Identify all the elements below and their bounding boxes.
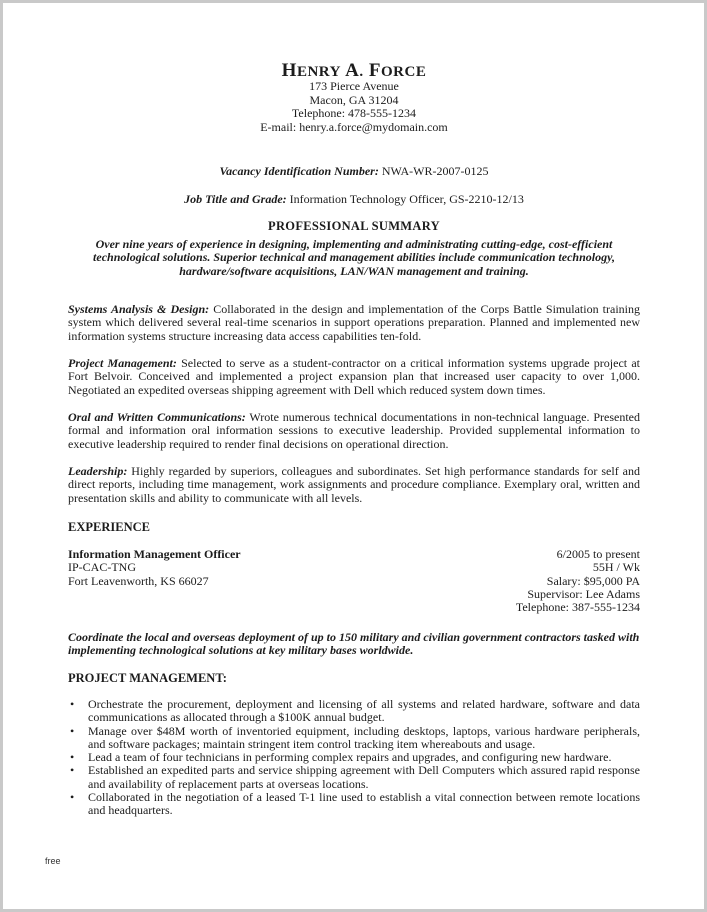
experience-heading: EXPERIENCE (68, 520, 150, 534)
city-line: Macon, GA 31204 (309, 92, 399, 107)
telephone-line: Telephone: 478-555-1234 (291, 106, 417, 120)
summary-lead: Over nine years of experience in designing, implementing and administrating cutting-edge, cost-efficient technological solutions. Superior technical and management abilities include communication technology, hardware/software acquisitions, LAN/WAN management and training. (93, 237, 615, 278)
bullet-icon: • (70, 750, 75, 765)
address-line: 173 Pierce Avenue (309, 79, 399, 93)
job-salary: Salary: $95,000 PA (546, 573, 640, 588)
summary-item (68, 411, 640, 451)
summary-item-label: Leadership: (68, 464, 128, 478)
vacancy-value: NWA-WR-2007-0125 (381, 164, 489, 178)
summary-item-label: Project Management: (68, 356, 177, 370)
summary-item-text: Wrote numerous technical documentations in non-technical language. Presented formal and information oral information sessions to executive leadership. Provided supplemental information to executive leadership required to render final decisions on operational direction. (68, 410, 640, 451)
bullet-icon: • (70, 723, 75, 738)
email-line: E-mail: henry.a.force@mydomain.com (260, 119, 448, 134)
bullet-icon: • (70, 697, 75, 711)
job-title-label: Job Title and Grade: (184, 192, 287, 206)
job-position: Information Management Officer (68, 547, 241, 561)
summary-item-text: Collaborated in the design and implementation of the Corps Battle Simulation training system which delivered several real-time scenarios in support operations preparation. Planned and implemented new information systems structure increasing data access capabilities ten-fold. (68, 302, 640, 343)
list-item-text: Collaborated in the negotiation of a leased T-1 line used to establish a vital connection between remote locations and headquarters. (88, 790, 640, 818)
list-item (68, 698, 640, 725)
job-hours: 55H / Wk (592, 560, 640, 575)
job-title-value: Information Technology Officer, GS-2210-12/13 (289, 192, 524, 206)
summary-item-text: Selected to serve as a student-contractor on a critical information systems upgrade project at Fort Belvoir. Conceived and implemented a project expansion plan that increased user capacity to over 1,000. Negotiated an expedited overseas shipping agreement with Dell which reduced system down times. (68, 356, 640, 397)
watermark-text: free (45, 856, 61, 866)
list-item-text: Lead a team of four technicians in performing complex repairs and upgrades, and configuring new hardware. (88, 750, 612, 765)
job-description: Coordinate the local and overseas deployment of up to 150 military and civilian government contractors tasked with implementing technological solutions at key military bases worldwide. (68, 630, 640, 658)
summary-item-text: Highly regarded by superiors, colleagues and subordinates. Set high performance standards for self and direct reports, including time management, work assignments and procedure compliance. Exemplary oral, written and presentation skills and ability to communicate with all levels. (68, 464, 640, 505)
list-item (68, 751, 640, 764)
list-item (68, 764, 640, 791)
vacancy-label: Vacancy Identification Number: (219, 164, 379, 178)
job-dates: 6/2005 to present (556, 547, 640, 561)
summary-item-label: Oral and Written Communications: (68, 410, 246, 424)
job-supervisor: Supervisor: Lee Adams (527, 586, 640, 601)
contact-block (68, 80, 640, 134)
job-title-line (68, 192, 640, 207)
job-organization: IP-CAC-TNG (68, 560, 136, 575)
summary-item-label: Systems Analysis & Design: (68, 302, 210, 316)
job-supervisor-phone: Telephone: 387-555-1234 (515, 600, 640, 615)
list-item (68, 791, 640, 818)
list-item-text: Manage over $48M worth of inventoried equipment, including desktops, laptops, various hardware peripherals, and software packages; maintain stringent item control tracking item whereabouts and usage. (88, 723, 640, 751)
job-location: Fort Leavenworth, KS 66027 (68, 573, 209, 588)
project-management-heading: PROJECT MANAGEMENT: (68, 671, 227, 685)
job-right-column (340, 548, 640, 614)
summary-heading: PROFESSIONAL SUMMARY (268, 219, 440, 233)
job-left-column (68, 548, 368, 588)
bullet-icon: • (70, 763, 75, 778)
summary-item (68, 303, 640, 343)
list-item (68, 725, 640, 752)
summary-item (68, 465, 640, 505)
list-item-text: Orchestrate the procurement, deployment and licensing of all systems and related hardware, software and data communications as allocated through a $100K annual budget. (88, 697, 640, 725)
candidate-name: HENRY A. FORCE (281, 60, 427, 81)
project-management-list (68, 698, 640, 818)
vacancy-line (68, 164, 640, 179)
summary-item (68, 357, 640, 397)
bullet-icon: • (70, 790, 75, 805)
list-item-text: Established an expedited parts and service shipping agreement with Dell Computers which assured rapid response and availability of replacement parts at overseas locations. (88, 763, 640, 791)
